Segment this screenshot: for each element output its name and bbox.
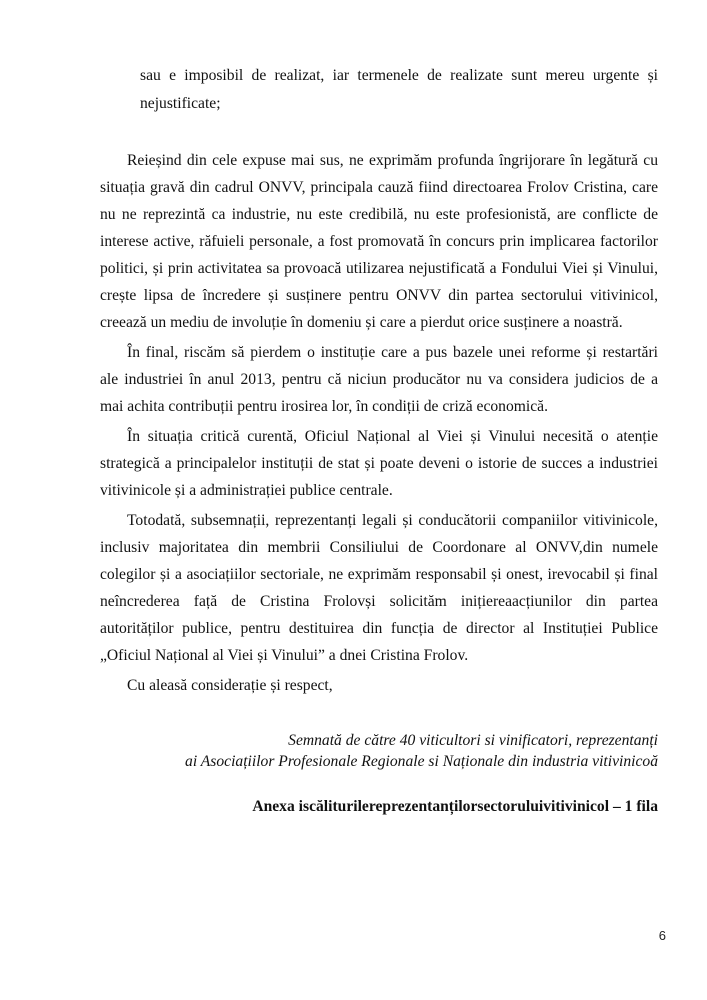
- text-line: autorităților publice, pentru destituirea din funcția de director al Instituției Publice: [100, 620, 658, 637]
- text-line: nu ne reprezintă ca industrie, nu este credibilă, nu este profesionistă, are conflicte de: [100, 206, 658, 223]
- page-number: 6: [658, 928, 666, 943]
- signature-line: ai Asociațiilor Profesionale Regionale si Naționale din industria vitivinicoă: [185, 753, 658, 770]
- text-line: Totodată, subsemnații, reprezentanți legali și conducătorii companiilor vitivinicole,: [127, 512, 658, 529]
- text-line: Reieșind din cele expuse mai sus, ne exprimăm profunda îngrijorare în legătură cu: [127, 152, 658, 169]
- text-line: În final, riscăm să pierdem o instituție care a pus bazele unei reforme și restartări: [127, 344, 658, 361]
- text-line: mai achita contribuții pentru irosirea lor, în condiții de criză economică.: [100, 398, 548, 415]
- annex-note: Anexa iscăliturilereprezentanțilorsectoruluivitivinicol – 1 fila: [252, 798, 658, 815]
- text-line: vitivinicole și a administrației publice centrale.: [100, 482, 393, 499]
- text-line: interese active, răfuieli personale, a fost promovată în concurs prin implicarea factorilor: [100, 233, 658, 250]
- text-line: nejustificate;: [140, 95, 221, 112]
- text-line: ale industriei în anul 2013, pentru că niciun producător nu va considera judicios de a: [100, 371, 658, 388]
- signature-line: Semnată de către 40 viticultori si vinificatori, reprezentanți: [288, 732, 658, 749]
- closing-salutation: Cu aleasă considerație și respect,: [127, 677, 333, 694]
- text-line: colegilor și a asociațiilor sectoriale, ne exprimăm responsabil și onest, irevocabil și final: [100, 566, 658, 583]
- text-line: strategică a principalelor instituții de stat și poate deveni o istorie de succes a industriei: [100, 455, 658, 472]
- text-line: politici, și prin activitatea sa provoacă utilizarea nejustificată a Fondului Viei și Vinului,: [100, 260, 658, 277]
- text-line: creează un mediu de involuție în domeniu și care a pierdut orice susținere a noastră.: [100, 314, 623, 331]
- text-line: În situația critică curentă, Oficiul Național al Viei și Vinului necesită o atenție: [127, 428, 658, 445]
- text-line: inclusiv majoritatea din membrii Consiliului de Coordonare al ONVV,din numele: [100, 539, 658, 556]
- text-line: sau e imposibil de realizat, iar termenele de realizate sunt mereu urgente și: [140, 67, 658, 84]
- text-line: crește lipsa de încredere și susținere pentru ONVV din partea sectorului vitivinicol,: [100, 287, 658, 304]
- text-line: situația gravă din cadrul ONVV, principala cauză fiind directoarea Frolov Cristina, care: [100, 179, 658, 196]
- text-line: neîncrederea față de Cristina Frolovși solicităm inițiereaacțiunilor din partea: [100, 593, 658, 610]
- text-line: „Oficiul Național al Viei și Vinului” a dnei Cristina Frolov.: [100, 647, 469, 664]
